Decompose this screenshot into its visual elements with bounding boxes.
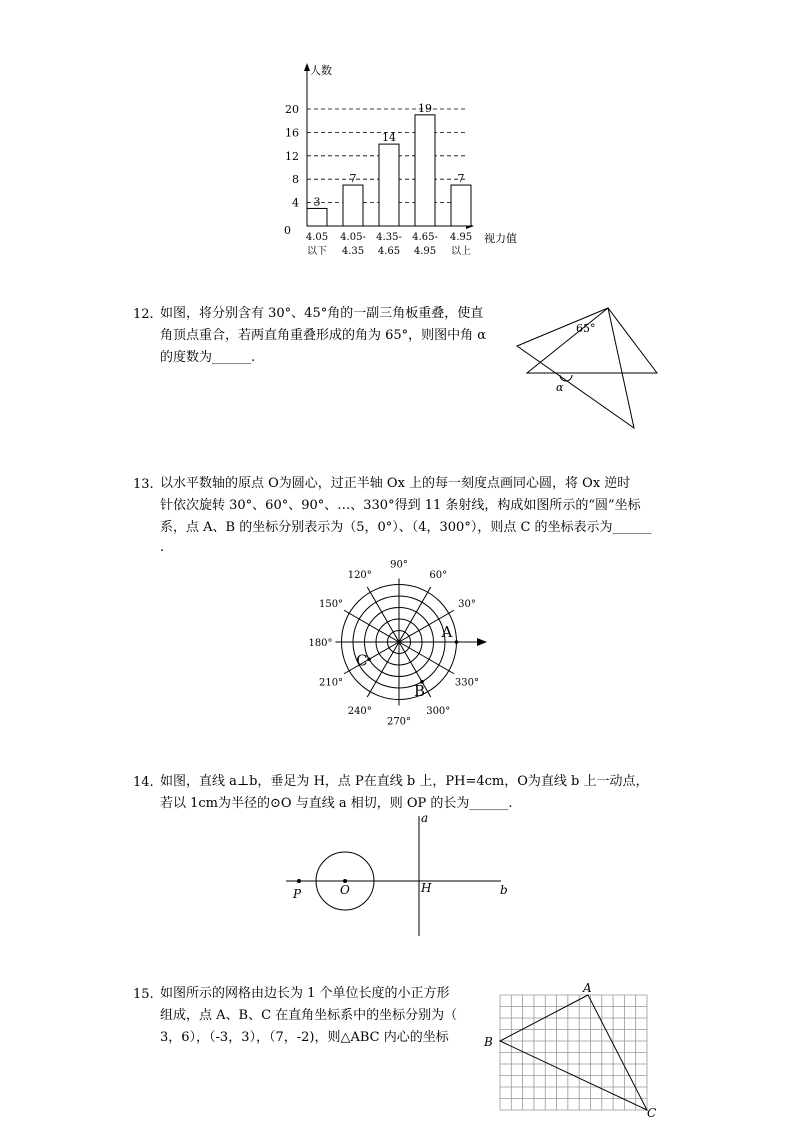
question-text-line: 以水平数轴的原点 O为圆心，过正半轴 Ox 上的每一刻度点画同心圆，将 Ox 逆时 xyxy=(160,476,631,491)
question-number: 15. xyxy=(133,987,154,1002)
angle-label: 330° xyxy=(454,677,480,689)
angle-label: 120° xyxy=(347,570,372,582)
triangle-set-figure xyxy=(510,300,670,435)
label-h: H xyxy=(421,881,432,895)
bar xyxy=(343,185,363,226)
x-tick-label: 以上 xyxy=(451,246,471,257)
question-number: 13. xyxy=(133,477,154,492)
angle-label: 180° xyxy=(308,638,333,649)
label-o: O xyxy=(340,883,350,897)
chart-root xyxy=(284,63,517,257)
label-a: A xyxy=(583,981,592,995)
angle-label: 30° xyxy=(458,598,476,610)
point-c-label: C xyxy=(356,651,368,670)
question-text-line: 如图，将分别含有 30°、45°角的一副三角板重叠，使直 xyxy=(160,306,484,321)
question-text-line: 系，点 A、B 的坐标分别表示为（5，0°）、（4，300°），则点 C 的坐标表示为______ xyxy=(160,520,652,535)
y-tick-label: 16 xyxy=(285,126,299,140)
bar xyxy=(307,208,327,226)
triangle-30 xyxy=(527,308,657,373)
question-text-line: 针依次旋转 30°、60°、90°、…、330°得到 11 条射线，构成如图所示的“圆”坐标 xyxy=(160,498,641,513)
angle-65-label: 65° xyxy=(576,322,596,335)
x-tick-label: 4.35- xyxy=(376,232,402,243)
bar-value-label: 7 xyxy=(457,172,465,186)
x-tick-label: 4.95 xyxy=(413,246,437,257)
ray xyxy=(344,642,399,674)
ray xyxy=(399,642,454,674)
x-tick-label: 4.95 xyxy=(449,232,473,243)
question-text-line: 组成，点 A、B、C 在直角坐标系中的坐标分别为（ xyxy=(160,1008,458,1023)
y-axis-label: 人数 xyxy=(310,64,332,77)
angle-label: 90° xyxy=(390,559,408,571)
polar-root xyxy=(308,560,487,728)
vision-bar-chart xyxy=(270,55,540,270)
angle-label: 300° xyxy=(426,705,451,717)
question-text-line: 角顶点重合，若两直角重叠形成的角为 65°，则图中角 α xyxy=(160,328,487,343)
label-a: a xyxy=(421,811,429,825)
question-number: 14. xyxy=(133,775,154,790)
angle-label: 240° xyxy=(347,705,372,717)
bar-value-label: 7 xyxy=(349,172,357,186)
question-text-line: 若以 1cm为半径的⊙O 与直线 a 相切，则 OP 的长为______. xyxy=(160,796,513,811)
x-tick-label: 4.05 xyxy=(305,232,329,243)
angle-label: 60° xyxy=(429,570,448,582)
x-tick-label: 4.65- xyxy=(412,232,438,243)
bar-value-label: 14 xyxy=(382,131,396,145)
x-axis-label: 视力值 xyxy=(484,232,517,245)
x-tick-label: 4.05- xyxy=(340,232,366,243)
angle-label: 150° xyxy=(318,598,344,610)
x-tick-label: 4.65 xyxy=(377,246,401,257)
ray xyxy=(367,587,399,642)
x-tick-label: 4.35 xyxy=(341,246,365,257)
question-text-line: 如图，直线 a⊥b，垂足为 H，点 P在直线 b 上，PH=4cm，O为直线 b 上一动点， xyxy=(160,774,649,789)
point-p xyxy=(297,879,301,883)
y-tick-label: 8 xyxy=(292,173,299,187)
grid-triangle-figure xyxy=(480,978,665,1121)
polar-coordinate-figure xyxy=(300,552,500,732)
point-b-label: B xyxy=(414,681,426,700)
bar xyxy=(451,185,471,226)
alpha-label: α xyxy=(556,381,564,394)
bar-value-label: 19 xyxy=(418,101,432,115)
polar-point xyxy=(367,657,371,661)
y-tick-label: 0 xyxy=(284,224,291,237)
point-a-label: A xyxy=(441,623,453,641)
angle-label: 210° xyxy=(318,677,344,689)
label-b: b xyxy=(500,883,508,897)
grid-lines xyxy=(500,995,647,1110)
angle-label: 270° xyxy=(386,716,412,728)
polar-point xyxy=(455,640,459,644)
ray xyxy=(367,642,399,697)
ox-axis-arrow xyxy=(477,638,487,646)
question-text-line: 如图所示的网格由边长为 1 个单位长度的小正方形 xyxy=(160,986,450,1001)
question-number: 12. xyxy=(133,307,154,322)
y-tick-label: 12 xyxy=(285,149,299,163)
ray xyxy=(344,610,399,642)
bar xyxy=(379,144,399,226)
question-text-line: 3，6），（-3，3），（7，-2)，则△ABC 内心的坐标 xyxy=(160,1030,449,1045)
y-tick-label: 20 xyxy=(285,103,299,116)
tangent-circle-figure xyxy=(280,810,520,940)
x-tick-label: 以下 xyxy=(307,246,327,257)
label-b: B xyxy=(484,1035,493,1049)
ray xyxy=(399,587,431,642)
question-text-line: . xyxy=(160,540,165,555)
bar-value-label: 3 xyxy=(313,195,321,209)
y-tick-label: 4 xyxy=(292,196,299,210)
bar xyxy=(415,115,435,226)
label-p: P xyxy=(293,887,302,901)
label-c: C xyxy=(647,1106,657,1120)
question-text-line: 的度数为______. xyxy=(160,350,256,365)
